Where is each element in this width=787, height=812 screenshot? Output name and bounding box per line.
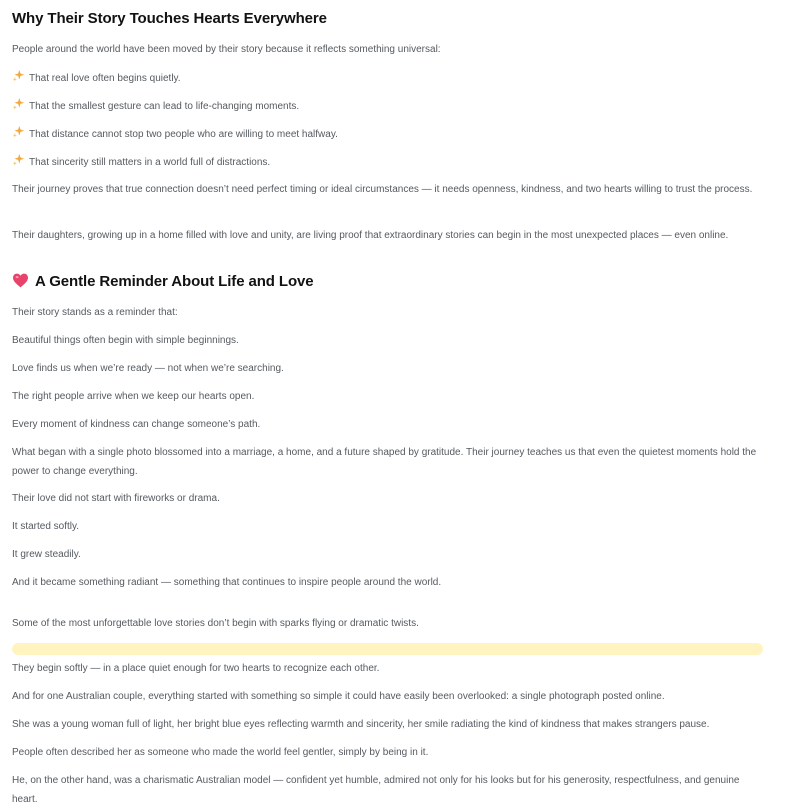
paragraph: Love finds us when we’re ready — not when we’re searching.	[12, 363, 284, 374]
paragraph: It grew steadily.	[12, 549, 81, 560]
paragraph: He, on the other hand, was a charismatic Australian model — confident yet humble, admired not only for his looks but for his generosity, respectfulness, and genuine heart.	[12, 775, 740, 805]
paragraph: They begin softly — in a place quiet enough for two hearts to recognize each other.	[12, 663, 380, 674]
list-item	[12, 97, 299, 117]
paragraph: People often described her as someone who made the world feel gentler, simply by being in it.	[12, 747, 429, 758]
paragraph: Their love did not start with fireworks or drama.	[12, 493, 220, 504]
section-heading-why-story: Why Their Story Touches Hearts Everywhere	[12, 10, 327, 27]
list-item-text: That distance cannot stop two people who are willing to meet halfway.	[29, 129, 338, 140]
highlight-divider	[12, 643, 763, 655]
section-heading-text: A Gentle Reminder About Life and Love	[35, 273, 314, 290]
paragraph: What began with a single photo blossomed into a marriage, a home, and a future shaped by gratitude. Their journey teaches us that even the quietest moments hold the power to change everything.	[12, 447, 757, 477]
paragraph: Their story stands as a reminder that:	[12, 307, 178, 318]
paragraph: And for one Australian couple, everything started with something so simple it could have easily been overlooked: a single photograph posted online.	[12, 691, 665, 702]
sparkles-icon	[12, 97, 25, 110]
section1-intro: People around the world have been moved by their story because it reflects something universal:	[12, 44, 441, 55]
sparkles-icon	[12, 153, 25, 166]
list-item	[12, 125, 338, 145]
sparkles-icon	[12, 69, 25, 82]
list-item-text: That real love often begins quietly.	[29, 73, 181, 84]
paragraph: She was a young woman full of light, her bright blue eyes reflecting warmth and sincerity, her smile radiating the kind of kindness that makes strangers pause.	[12, 719, 710, 730]
section-heading-gentle-reminder	[12, 273, 314, 290]
paragraph: Every moment of kindness can change someone’s path.	[12, 419, 261, 430]
list-item-text: That the smallest gesture can lead to life-changing moments.	[29, 101, 300, 112]
list-item	[12, 69, 181, 89]
paragraph: Beautiful things often begin with simple beginnings.	[12, 335, 239, 346]
paragraph: Their journey proves that true connection doesn’t need perfect timing or ideal circumstances — it needs openness, kindness, and two hearts willing to trust the process.	[12, 184, 753, 195]
sparkles-icon	[12, 125, 25, 138]
paragraph: And it became something radiant — something that continues to inspire people around the world.	[12, 577, 442, 588]
paragraph: Some of the most unforgettable love stories don’t begin with sparks flying or dramatic twists.	[12, 618, 419, 629]
list-item-text: That sincerity still matters in a world full of distractions.	[29, 157, 271, 168]
paragraph: It started softly.	[12, 521, 80, 532]
paragraph: The right people arrive when we keep our hearts open.	[12, 391, 255, 402]
list-item	[12, 153, 270, 173]
paragraph: Their daughters, growing up in a home filled with love and unity, are living proof that extraordinary stories can begin in the most unexpected places — even online.	[12, 230, 729, 241]
heart-icon	[12, 273, 29, 288]
